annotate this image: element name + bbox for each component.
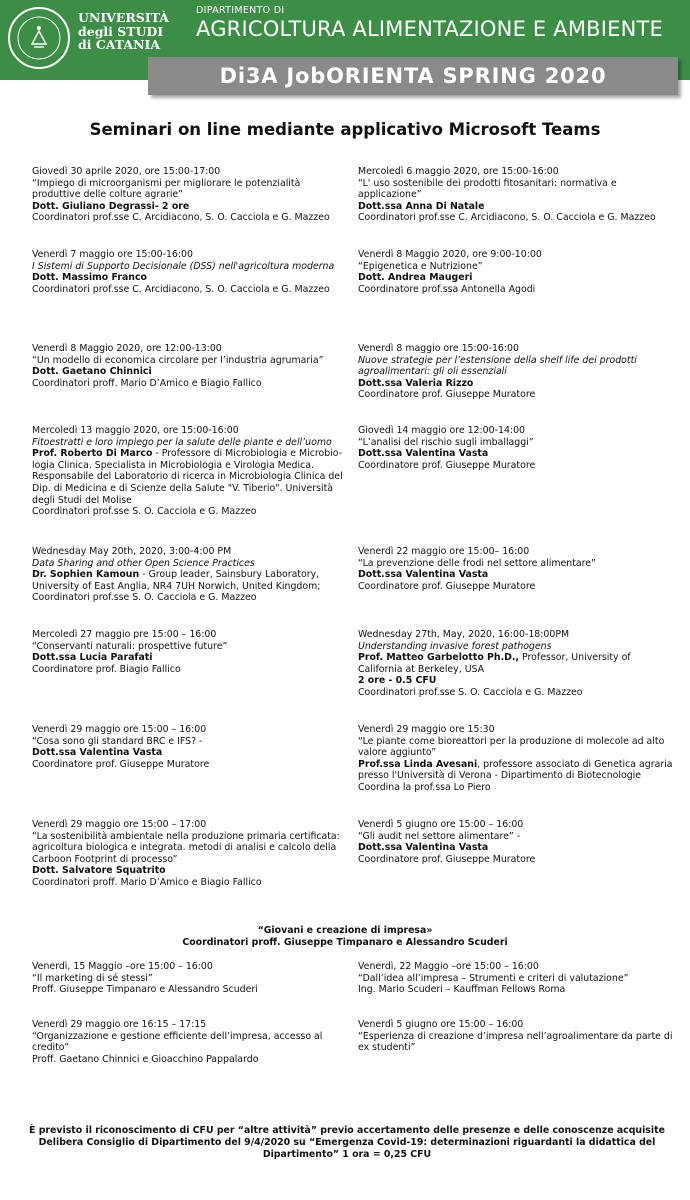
event-item xyxy=(358,546,676,592)
section-header xyxy=(0,925,690,949)
event-speaker-block xyxy=(32,569,350,592)
event-coordinator: Coordinatori prof.sse S. O. Cacciola e G. Mazzeo xyxy=(358,686,583,698)
event-coordinator: Coordinatore prof. Biagio Fallico xyxy=(32,663,181,675)
footer-line-1: È previsto il riconoscimento di CFU per “altre attività” previo accertamento delle presenze e delle conoscenze acquisite xyxy=(29,1125,665,1136)
event-speaker: Dott. Giuliano Degrassi- 2 ore xyxy=(32,200,190,212)
event-speaker: Dott.ssa Valentina Vasta xyxy=(32,747,163,759)
event-title: “Un modello di economica circolare per l’industria agrumaria” xyxy=(32,354,324,366)
university-line-3: di CATANIA xyxy=(78,37,161,52)
event-item xyxy=(32,166,350,224)
event-speaker: Dott. Massimo Franco xyxy=(32,272,147,284)
event-title: “Organizzazione e gestione efficiente dell’impresa, accesso al credito” xyxy=(32,1030,323,1054)
event-speaker: Ing. Mario Scuderi – Kauffman Fellows Roma xyxy=(358,984,566,996)
event-speaker: Prof.ssa Linda Avesani xyxy=(358,758,478,770)
footer-line-2: Delibera Consiglio di Dipartimento del 9/4/2020 su “Emergenza Covid-19: determinazioni riguardanti la didattica del Dipartimento” 1 ora = 0,25 CFU xyxy=(38,1137,656,1160)
event-date: Venerdì 8 Maggio 2020, ore 9:00-10:00 xyxy=(358,249,542,260)
event-speaker-block xyxy=(358,759,676,782)
event-speaker: Proff. Giuseppe Timpanaro e Alessandro Scuderi xyxy=(32,984,258,996)
event-date: Mercoledì 27 maggio pre 15:00 – 16:00 xyxy=(32,629,217,640)
event-title: Data Sharing and other Open Science Practices xyxy=(32,557,255,569)
section-coordinator: Coordinatori proff. Giuseppe Timpanaro e Alessandro Scuderi xyxy=(182,937,508,948)
event-coordinator: Coordinatore prof. Giuseppe Muratore xyxy=(32,758,210,770)
event-title: “Cosa sono gli standard BRC e IFS? - xyxy=(32,735,203,747)
event-date: Wednesday 27th, May, 2020, 16:00-18:00PM xyxy=(358,629,570,640)
event-coordinator: Coordinatore prof. Giuseppe Muratore xyxy=(358,459,536,471)
event-speaker: Dott.ssa Lucia Parafati xyxy=(32,652,153,664)
event-speaker-block xyxy=(358,652,676,675)
event-title: “Gli audit nel settore alimentare” - xyxy=(358,830,521,842)
department-label: DIPARTIMENTO DI xyxy=(196,5,285,16)
event-title: “Il marketing di sé stessi” xyxy=(32,972,153,984)
event-title: Nuove strategie per l’estensione della shelf life dei prodotti agroalimentari: gli oli essenziali xyxy=(358,354,637,378)
event-date: Venerdì 5 giugno ore 15:00 – 16:00 xyxy=(358,819,524,830)
event-banner xyxy=(148,57,678,95)
event-title: “Epigenetica e Nutrizione” xyxy=(358,260,483,272)
event-coordinator: Coordinatori proff. Mario D’Amico e Biagio Fallico xyxy=(32,876,262,888)
event-speaker: Dott. Gaetano Chinnici xyxy=(32,366,152,378)
event-date: Venerdì 29 maggio ore 15:00 – 17:00 xyxy=(32,819,207,830)
event-item xyxy=(32,819,350,889)
event-speaker: Dott.ssa Valentina Vasta xyxy=(358,569,489,581)
event-coordinator: Coordina la prof.ssa Lo Piero xyxy=(358,781,491,793)
event-item xyxy=(32,546,350,604)
event-title: “Esperienza di creazione d’impresa nell’agroalimentare da parte di ex studenti” xyxy=(358,1030,673,1054)
event-speaker-bio: Professor, University of California at Berkeley, USA xyxy=(358,652,631,675)
event-item xyxy=(32,724,350,770)
event-title: “La prevenzione delle frodi nel settore alimentare” xyxy=(358,557,596,569)
event-item xyxy=(358,629,676,699)
business-item xyxy=(358,1019,676,1054)
event-coordinator: Coordinatore prof. Giuseppe Muratore xyxy=(358,389,536,401)
event-date: Venerdì 22 maggio ore 15:00– 16:00 xyxy=(358,546,530,557)
event-speaker: Dott.ssa Anna Di Natale xyxy=(358,200,485,212)
university-line-2: degli STUDI xyxy=(78,23,164,39)
event-item xyxy=(358,343,676,401)
event-item xyxy=(32,343,350,389)
event-item xyxy=(358,166,676,224)
event-title: “L’analisi del rischio sugli imballaggi” xyxy=(358,436,534,448)
university-line-1: UNIVERSITÀ xyxy=(78,10,169,25)
event-coordinator: Coordinatori prof.sse C. Arcidiacono, S. O. Cacciola e G. Mazzeo xyxy=(32,212,330,224)
seal-ring-icon xyxy=(12,11,66,65)
event-title: “L' uso sostenibile dei prodotti fitosanitari: normativa e applicazione” xyxy=(358,177,617,201)
event-speaker: Dott. Andrea Maugeri xyxy=(358,272,473,284)
event-speaker-block xyxy=(32,448,350,506)
event-coordinator: Coordinatore prof. Giuseppe Muratore xyxy=(358,580,536,592)
university-name xyxy=(78,11,169,52)
business-item xyxy=(32,961,350,996)
event-coordinator: Coordinatore prof. Giuseppe Muratore xyxy=(358,853,536,865)
event-date: Venerdì 8 Maggio 2020, ore 12:00-13:00 xyxy=(32,343,222,354)
event-date: Giovedì 14 maggio ore 12:00-14:00 xyxy=(358,425,526,436)
event-item xyxy=(32,249,350,295)
footer-note xyxy=(22,1125,672,1161)
business-item xyxy=(358,961,676,996)
event-item xyxy=(358,724,676,794)
event-date: Mercoledì 13 maggio 2020, ore 15:00-16:00 xyxy=(32,425,239,436)
page-title: Seminari on line mediante applicativo Microsoft Teams xyxy=(89,120,601,139)
event-speaker: Proff. Gaetano Chinnici e Gioacchino Pappalardo xyxy=(32,1053,259,1065)
event-speaker-bio: , professore associato di Genetica agraria presso l'Università di Verona - Dipartimento di Biotecnologie xyxy=(358,758,673,782)
event-coordinator: Coordinatori prof.sse C. Arcidiacono, S. O. Cacciola e G. Mazzeo xyxy=(32,283,330,295)
event-coordinator: Coordinatore prof.ssa Antonella Agodi xyxy=(358,283,536,295)
banner-title: Di3A JobORIENTA SPRING 2020 xyxy=(219,64,607,88)
section-title: “Giovani e creazione di impresa» xyxy=(257,925,433,936)
event-date: Venerdì, 22 Maggio –ore 15:00 – 16:00 xyxy=(358,961,539,972)
event-item xyxy=(32,425,350,518)
event-credits: 2 ore - 0.5 CFU xyxy=(358,675,437,687)
event-date: Venerdì, 15 Maggio –ore 15:00 – 16:00 xyxy=(32,961,213,972)
event-date: Venerdì 29 maggio ore 15:30 xyxy=(358,724,495,735)
department-name: AGRICOLTURA ALIMENTAZIONE E AMBIENTE xyxy=(196,17,664,41)
event-item xyxy=(358,425,676,471)
event-date: Giovedì 30 aprile 2020, ore 15:00-17:00 xyxy=(32,166,221,177)
event-item xyxy=(32,629,350,675)
event-speaker: Prof. Roberto Di Marco xyxy=(32,448,153,460)
event-coordinator: Coordinatori prof.sse S. O. Cacciola e G. Mazzeo xyxy=(32,506,257,518)
event-title: I Sistemi di Supporto Decisionale (DSS) nell'agricoltura moderna xyxy=(32,260,335,272)
event-title: “Le piante come bioreattori per la produzione di molecole ad alto valore aggiunto” xyxy=(358,735,665,759)
event-date: Venerdì 5 giugno ore 15:00 – 16:00 xyxy=(358,1019,524,1030)
university-seal-icon xyxy=(8,7,70,69)
event-title: Fitoestratti e loro impiego per la salute delle piante e dell’uomo xyxy=(32,436,332,448)
event-speaker-bio: - Professore di Microbiologia e Microbio-logia Clinica. Specialista in Microbiologia e Virologia Medica. Responsabile del Laboratorio di ricerca in Microbiologia Clinica del Dip. di Medicina e di Scienze della Salute "V. Tiberio". Università degli Studi del Molise xyxy=(32,448,343,506)
event-title: “Conservanti naturali: prospettive future” xyxy=(32,640,228,652)
event-date: Venerdì 7 maggio ore 15:00-16:00 xyxy=(32,249,193,260)
event-title: Understanding invasive forest pathogens xyxy=(358,640,552,652)
event-title: “Dall’idea all’impresa – Strumenti e criteri di valutazione” xyxy=(358,972,629,984)
event-date: Venerdì 29 maggio ore 16:15 – 17:15 xyxy=(32,1019,207,1030)
event-speaker: Prof. Matteo Garbelotto Ph.D., xyxy=(358,652,520,664)
event-date: Mercoledì 6 maggio 2020, ore 15:00-16:00 xyxy=(358,166,559,177)
event-date: Venerdì 29 maggio ore 15:00 – 16:00 xyxy=(32,724,207,735)
business-item xyxy=(32,1019,350,1065)
event-coordinator: Coordinatori prof.sse S. O. Cacciola e G. Mazzeo xyxy=(32,592,257,604)
event-title: “Impiego di microorganismi per migliorare le potenzialità produttive delle colture agrarie” xyxy=(32,177,301,201)
event-item xyxy=(358,819,676,865)
event-speaker: Dott.ssa Valentina Vasta xyxy=(358,448,489,460)
event-coordinator: Coordinatori proff. Mario D’Amico e Biagio Fallico xyxy=(32,377,262,389)
event-speaker: Dott. Salvatore Squatrito xyxy=(32,865,166,877)
event-speaker-bio: - Group leader, Sainsbury Laboratory, University of East Anglia, NR4 7UH Norwich, United Kingdom; xyxy=(32,569,321,592)
event-date: Venerdì 8 maggio ore 15:00-16:00 xyxy=(358,343,519,354)
event-speaker: Dott.ssa Valeria Rizzo xyxy=(358,377,474,389)
event-item xyxy=(358,249,676,295)
event-speaker: Dott.ssa Valentina Vasta xyxy=(358,842,489,854)
event-date: Wednesday May 20th, 2020, 3:00-4:00 PM xyxy=(32,546,232,557)
event-coordinator: Coordinatori prof.sse C. Arcidiacono, S. O. Cacciola e G. Mazzeo xyxy=(358,212,656,224)
event-title: “La sostenibilità ambientale nella produzione primaria certificata: agricoltura biologica e integrata. metodi di analisi e calcolo della Carboon Footprint di processo” xyxy=(32,830,340,865)
event-speaker: Dr. Sophien Kamoun xyxy=(32,569,140,581)
